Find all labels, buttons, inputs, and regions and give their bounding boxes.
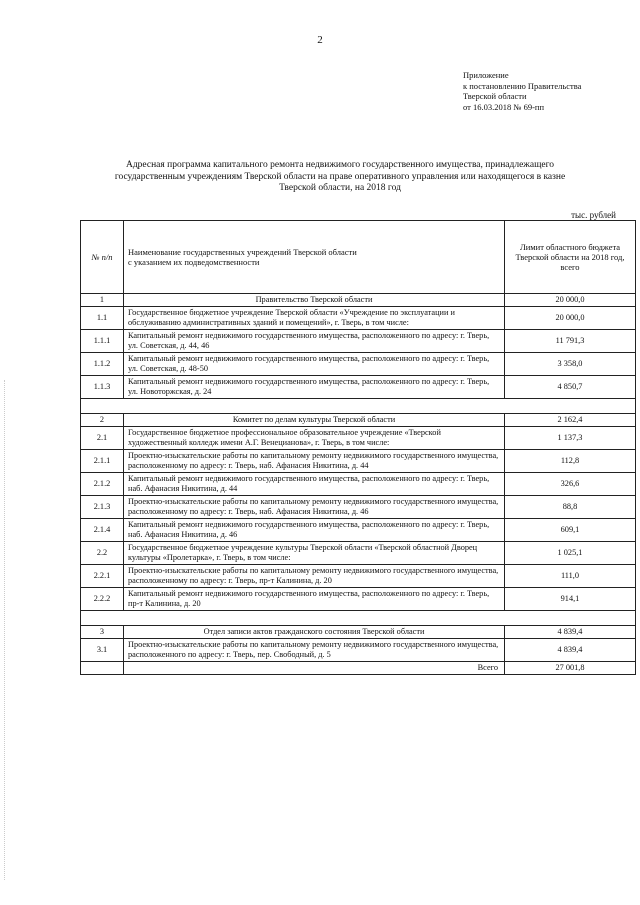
- total-label: Всего: [124, 662, 505, 675]
- header-amount-line: всего: [560, 262, 580, 272]
- page-number: 2: [317, 34, 323, 46]
- title-line: Тверской области, на 2018 год: [279, 183, 401, 193]
- row-amount: 11 791,3: [505, 330, 636, 353]
- header-amount-line: Тверской области на 2018 год,: [515, 252, 625, 262]
- row-name: Государственное бюджетное учреждение культуры Тверской области «Тверской областной Дворец культуры «Пролетарка», г. Тверь, в том числе:: [124, 542, 505, 565]
- header-name: [124, 221, 505, 294]
- table-row: [81, 542, 636, 565]
- row-number: 2.2.1: [81, 565, 124, 588]
- total-row: [81, 662, 636, 675]
- table-row: [81, 473, 636, 496]
- row-number: 2.1: [81, 427, 124, 450]
- row-number: 3.1: [81, 639, 124, 662]
- table-row: [81, 496, 636, 519]
- row-name: Государственное бюджетное учреждение Тверской области «Учреждение по эксплуатации и обслуживанию административных зданий и помещений», г. Тверь, в том числе:: [124, 307, 505, 330]
- row-amount: 3 358,0: [505, 353, 636, 376]
- row-amount: 914,1: [505, 588, 636, 611]
- row-name: Капитальный ремонт недвижимого государственного имущества, расположенного по адресу: г. Тверь, наб. Афанасия Никитина, д. 44: [124, 473, 505, 496]
- row-number: 2.1.3: [81, 496, 124, 519]
- row-name: Капитальный ремонт недвижимого государственного имущества, расположенного по адресу: г. Тверь, ул. Советская, д. 48-50: [124, 353, 505, 376]
- appendix-line: Тверской области: [463, 91, 527, 101]
- row-name: Проектно-изыскательские работы по капитальному ремонту недвижимого государственного имущества, расположенному по адресу: г. Тверь, наб. Афанасия Никитина, д. 46: [124, 496, 505, 519]
- appendix-line: к постановлению Правительства: [463, 80, 582, 91]
- row-amount: 609,1: [505, 519, 636, 542]
- table-row: [81, 307, 636, 330]
- table-row: [81, 353, 636, 376]
- header-name-line: Наименование государственных учреждений Тверской области: [128, 247, 357, 257]
- table-row: [81, 450, 636, 473]
- spacer-cell: [124, 611, 505, 626]
- row-amount: 4 850,7: [505, 376, 636, 399]
- spacer-cell: [81, 399, 124, 414]
- header-amount-line: Лимит областного бюджета: [519, 242, 621, 252]
- row-name: Проектно-изыскательские работы по капитальному ремонту недвижимого государственного имущества, расположенному по адресу: г. Тверь, наб. Афанасия Никитина, д. 44: [124, 450, 505, 473]
- table-row: [81, 427, 636, 450]
- spacer-row: [81, 399, 636, 414]
- row-amount: 112,8: [505, 450, 636, 473]
- appendix-line: Приложение: [463, 70, 509, 80]
- row-amount: 326,6: [505, 473, 636, 496]
- total-amount: 27 001,8: [505, 662, 636, 675]
- row-amount: 2 162,4: [505, 414, 636, 427]
- table-row: [81, 414, 636, 427]
- row-amount: 20 000,0: [505, 294, 636, 307]
- spacer-cell: [124, 399, 505, 414]
- row-number: 2.1.1: [81, 450, 124, 473]
- appendix-line: от 16.03.2018 № 69-пп: [463, 101, 545, 112]
- table-row: [81, 565, 636, 588]
- spacer-cell: [505, 399, 636, 414]
- title-line: Адресная программа капитального ремонта недвижимого государственного имущества, принадлежащего: [125, 160, 555, 170]
- table-body: [81, 294, 636, 662]
- table-row: [81, 294, 636, 307]
- row-number: 1.1: [81, 307, 124, 330]
- header-name-line: с указанием их подведомственности: [128, 257, 260, 267]
- row-amount: 88,8: [505, 496, 636, 519]
- row-name: Капитальный ремонт недвижимого государственного имущества, расположенного по адресу: г. Тверь, наб. Афанасия Никитина, д. 46: [124, 519, 505, 542]
- table-row: [81, 639, 636, 662]
- row-name: Проектно-изыскательские работы по капитальному ремонту недвижимого государственного имущества, расположенного по адресу: г. Тверь, пер. Свободный, д. 5: [124, 639, 505, 662]
- row-name: Комитет по делам культуры Тверской области: [124, 414, 505, 427]
- table-header-row: [81, 221, 636, 294]
- row-number: 1.1.1: [81, 330, 124, 353]
- row-number: 2.1.2: [81, 473, 124, 496]
- row-amount: 4 839,4: [505, 626, 636, 639]
- row-number: 2.2.2: [81, 588, 124, 611]
- document-title: [80, 160, 600, 195]
- row-number: 2.1.4: [81, 519, 124, 542]
- table-row: [81, 330, 636, 353]
- total-empty-cell: [81, 662, 124, 675]
- row-name: Правительство Тверской области: [124, 294, 505, 307]
- row-name: Государственное бюджетное профессиональное образовательное учреждение «Тверской художественный колледж имени А.Г. Венецианова», г. Тверь, в том числе:: [124, 427, 505, 450]
- row-amount: 20 000,0: [505, 307, 636, 330]
- row-number: 1.1.3: [81, 376, 124, 399]
- row-number: 3: [81, 626, 124, 639]
- row-number: 1: [81, 294, 124, 307]
- appendix-block: [463, 70, 581, 112]
- program-table-wrapper: [80, 220, 625, 675]
- table-row: [81, 588, 636, 611]
- row-number: 1.1.2: [81, 353, 124, 376]
- row-name: Отдел записи актов гражданского состояния Тверской области: [124, 626, 505, 639]
- row-name: Капитальный ремонт недвижимого государственного имущества, расположенного по адресу: г. Тверь, ул. Новоторжская, д. 24: [124, 376, 505, 399]
- header-num: № п/п: [81, 221, 124, 294]
- row-amount: 1 025,1: [505, 542, 636, 565]
- row-name: Проектно-изыскательские работы по капитальному ремонту недвижимого государственного имущества, расположенному по адресу: г. Тверь, пр-т Калинина, д. 20: [124, 565, 505, 588]
- table-row: [81, 519, 636, 542]
- table-row: [81, 626, 636, 639]
- program-table: [80, 220, 636, 675]
- row-number: 2.2: [81, 542, 124, 565]
- row-name: Капитальный ремонт недвижимого государственного имущества, расположенного по адресу: г. Тверь, ул. Советская, д. 44, 46: [124, 330, 505, 353]
- header-amount: [505, 221, 636, 294]
- row-amount: 1 137,3: [505, 427, 636, 450]
- scan-margin-marks: [4, 380, 7, 880]
- spacer-cell: [81, 611, 124, 626]
- table-row: [81, 376, 636, 399]
- units-label: тыс. рублей: [571, 210, 616, 220]
- spacer-cell: [505, 611, 636, 626]
- row-name: Капитальный ремонт недвижимого государственного имущества, расположенного по адресу: г. Тверь, пр-т Калинина, д. 20: [124, 588, 505, 611]
- row-amount: 111,0: [505, 565, 636, 588]
- title-line: государственным учреждениям Тверской области на праве оперативного управления или находящегося в казне: [114, 171, 566, 182]
- row-number: 2: [81, 414, 124, 427]
- row-amount: 4 839,4: [505, 639, 636, 662]
- spacer-row: [81, 611, 636, 626]
